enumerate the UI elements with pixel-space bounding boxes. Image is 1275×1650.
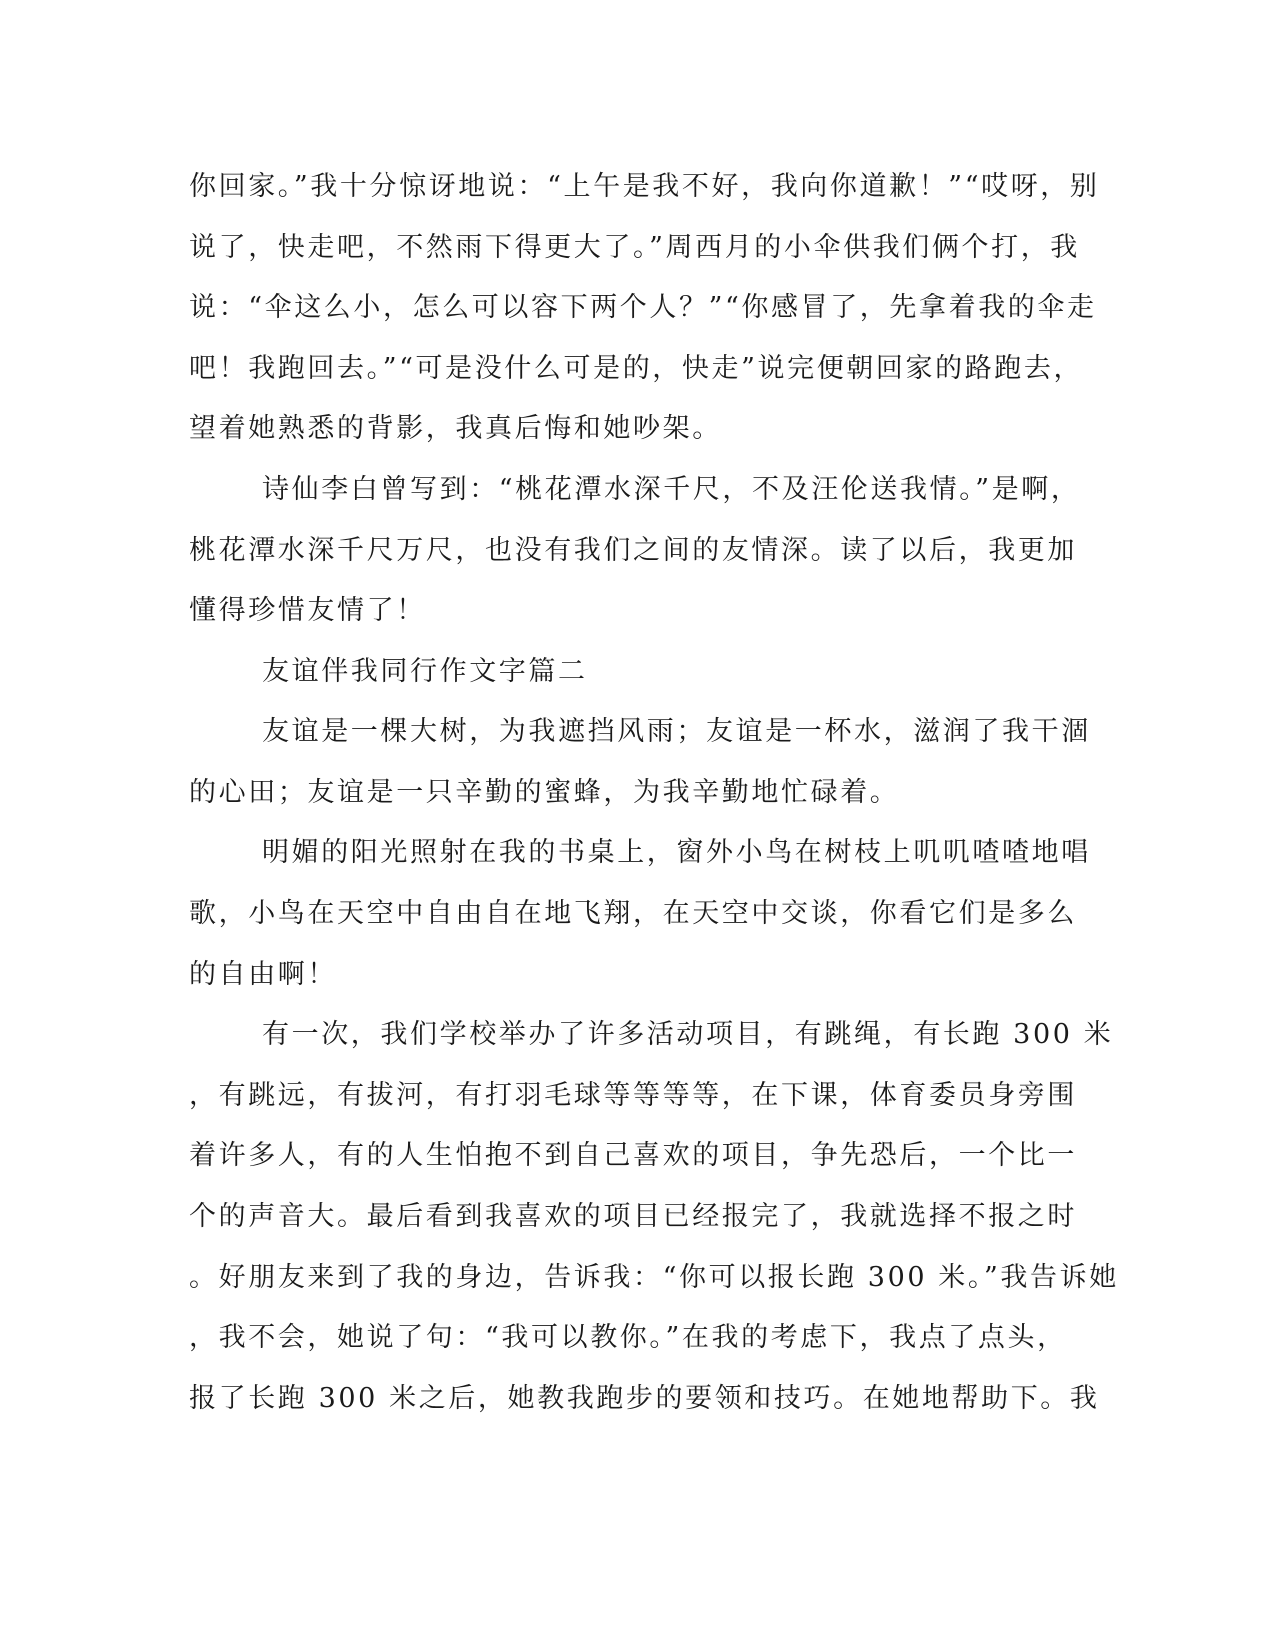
text-line: 有一次，我们学校举办了许多活动项目，有跳绳，有长跑 300 米: [262, 1019, 1114, 1050]
text-line: 吧！我跑回去。”“可是没什么可是的，快走”说完便朝回家的路跑去，: [189, 353, 1084, 384]
text-line: 说了，快走吧，不然雨下得更大了。”周西月的小伞供我们俩个打，我: [189, 232, 1080, 263]
text-line: 桃花潭水深千尺万尺，也没有我们之间的友情深。读了以后，我更加: [189, 535, 1077, 566]
text-line: 个的声音大。最后看到我喜欢的项目已经报完了，我就选择不报之时: [189, 1201, 1077, 1232]
text-line: ，我不会，她说了句：“我可以教你。”在我的考虑下，我点了点头，: [189, 1322, 1067, 1353]
text-line: 懂得珍惜友情了！: [189, 595, 426, 626]
text-line: 明媚的阳光照射在我的书桌上，窗外小鸟在树枝上叽叽喳喳地唱: [262, 837, 1091, 868]
text-line: ，有跳远，有拔河，有打羽毛球等等等等，在下课，体育委员身旁围: [189, 1080, 1077, 1111]
text-line: 望着她熟悉的背影，我真后悔和她吵架。: [189, 413, 722, 444]
text-line: 着许多人，有的人生怕抱不到自己喜欢的项目，争先恐后，一个比一: [189, 1140, 1077, 1171]
text-line: 说：“伞这么小，怎么可以容下两个人？”“你感冒了，先拿着我的伞走: [189, 292, 1097, 323]
text-line: 的心田；友谊是一只辛勤的蜜蜂，为我辛勤地忙碌着。: [189, 777, 900, 808]
text-line: 。好朋友来到了我的身边，告诉我：“你可以报长跑 300 米。”我告诉她: [189, 1262, 1119, 1293]
text-line: 友谊是一棵大树，为我遮挡风雨；友谊是一杯水，滋润了我干涸: [262, 716, 1091, 747]
text-line: 报了长跑 300 米之后，她教我跑步的要领和技巧。在她地帮助下。我: [189, 1383, 1100, 1414]
text-line: 你回家。”我十分惊讶地说：“上午是我不好，我向你道歉！”“哎呀，别: [189, 171, 1100, 202]
text-line: 的自由啊！: [189, 959, 337, 990]
section-heading: 友谊伴我同行作文字篇二: [262, 656, 588, 687]
text-line: 歌，小鸟在天空中自由自在地飞翔，在天空中交谈，你看它们是多么: [189, 898, 1077, 929]
text-line: 诗仙李白曾写到：“桃花潭水深千尺，不及汪伦送我情。”是啊，: [262, 474, 1081, 505]
